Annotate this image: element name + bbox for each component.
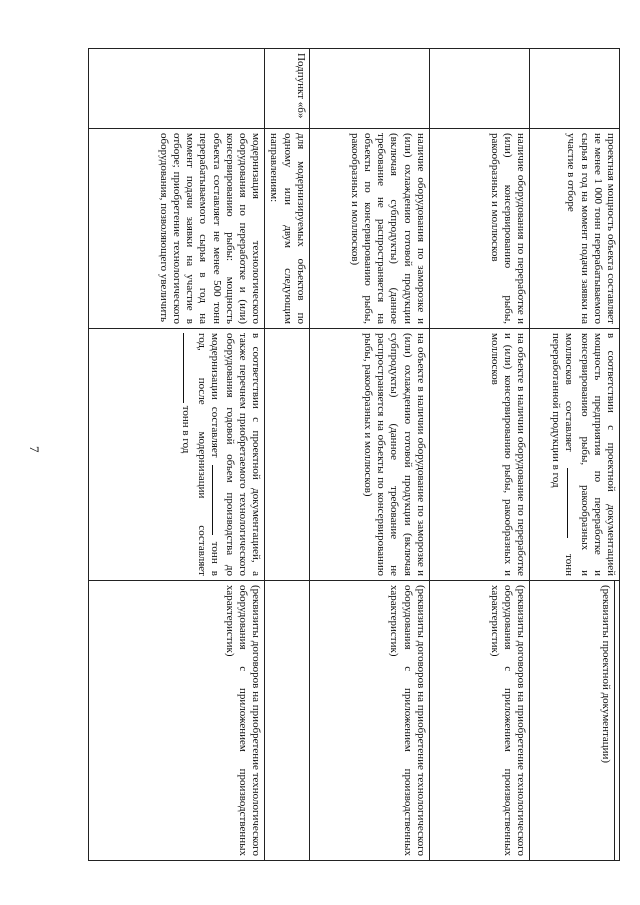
- document-text: в соответствии с проектной документацией мощность предприятия по переработке и консервированию рыбы, ракообразных и моллюсков составляет: [563, 333, 617, 576]
- condition-cell: для модернизируемых объектов по одному или двум следующим направлениям:: [265, 129, 310, 329]
- subpoint-cell: [309, 49, 429, 129]
- document-text-cell: [89, 329, 265, 581]
- confirmation-cell: [265, 581, 310, 861]
- table-row: [309, 49, 429, 861]
- confirmation-cell: (реквизиты договоров на приобретение технологического оборудования с приложением производственных характеристик): [429, 581, 529, 861]
- table-row: [429, 49, 529, 861]
- document-text-cell: на объекте в наличии оборудование по переработке и (или) консервированию рыбы, ракообразных и моллюсков: [429, 329, 529, 581]
- subpoint-cell: Подпункт «б»: [265, 49, 310, 129]
- subpoint-cell: [89, 49, 265, 129]
- document-text-cell: [265, 329, 310, 581]
- confirmation-cell: [529, 581, 619, 861]
- confirmation-caption: (реквизиты проектной документации): [599, 581, 615, 860]
- document-text: в соответствии с проектной документацией, а также перечнем приобретаемого технологического оборудования годовой объем производства до модернизации составляет: [208, 333, 263, 576]
- table-row: [529, 49, 619, 861]
- blank-line: [212, 465, 223, 535]
- blank-line: [567, 468, 578, 538]
- condition-cell: модернизация технологического оборудования по переработке и (или) консервированию рыбы: мощность объекта составляет не менее 500 тонн перерабатываемого сырья в год на момент подачи заявки на участие в отборе; приобретение технологического оборудования, позволяющего увеличить: [89, 129, 265, 329]
- condition-cell: проектная мощность объекта составляет не менее 1 000 тонн перерабатываемого сырья в год на момент подачи заявки на участие в отборе: [529, 129, 619, 329]
- table-row: [89, 49, 265, 861]
- document-text-end: тонн в год: [180, 405, 193, 454]
- confirmation-cell: (реквизиты договоров на приобретение технологического оборудования с приложением производственных характеристик): [89, 581, 265, 861]
- confirmation-cell: (реквизиты договоров на приобретение технологического оборудования с приложением производственных характеристик): [309, 581, 429, 861]
- document-text-cell: на объекте в наличии оборудование по заморозке и (или) охлаждению готовой продукции (включая субпродукты) (данное требование не распространяется на объекты по консервированию рыбы, ракообразных и моллюсков): [309, 329, 429, 581]
- table-row: [265, 49, 310, 861]
- condition-cell: наличие оборудования по переработке и (или) консервированию рыбы, ракообразных и моллюсков: [429, 129, 529, 329]
- subpoint-cell: [529, 49, 619, 129]
- document-text-cell: [529, 329, 619, 581]
- page-number: 7: [27, 446, 42, 453]
- document-text-tail: тонн переработанной продукции в год: [550, 333, 576, 577]
- document-text-tail: тонн в год, после модернизации составляет: [195, 333, 221, 577]
- blank-line: [183, 333, 194, 403]
- subpoint-cell: [429, 49, 529, 129]
- condition-cell: наличие оборудования по заморозке и (или) охлаждению готовой продукции (включая субпродукты) (данное требование не распространяется на объекты по консервированию рыбы, ракообразных и моллюсков): [309, 129, 429, 329]
- requirements-table: [88, 48, 620, 861]
- rotated-page-content: [88, 48, 620, 860]
